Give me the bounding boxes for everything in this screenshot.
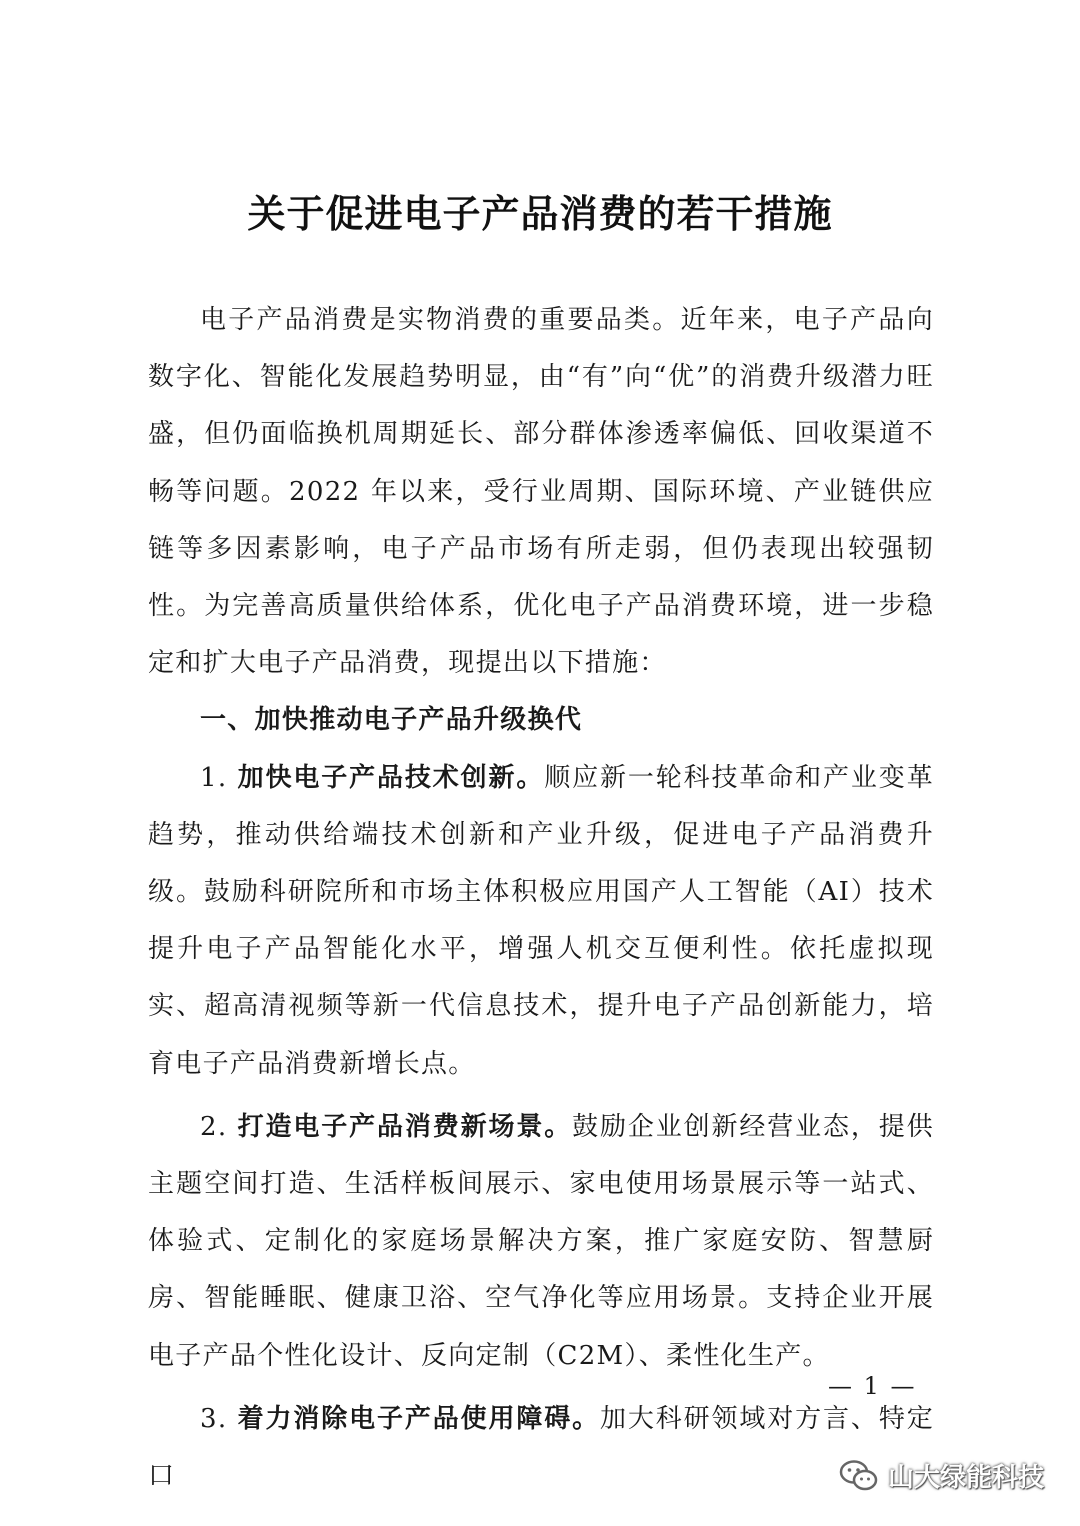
item-number: 1. xyxy=(200,762,238,793)
item-title: 打造电子产品消费新场景。 xyxy=(237,1111,573,1142)
item-number: 3. xyxy=(200,1403,238,1434)
page-number: — 1 — xyxy=(828,1372,917,1400)
measure-item-3 xyxy=(148,1391,934,1505)
watermark-text: 山大绿能科技 xyxy=(888,1463,1045,1493)
measure-item-1 xyxy=(148,750,934,1093)
item-text: 加大科研领域对方言、特定口 xyxy=(148,1403,934,1492)
section-heading: 一、加快推动电子产品升级换代 xyxy=(200,705,583,736)
document-body xyxy=(148,292,934,1505)
document-title: 关于促进电子产品消费的若干措施 xyxy=(247,192,833,236)
wechat-icon xyxy=(838,1458,880,1494)
item-number: 2. xyxy=(200,1111,238,1142)
measure-item-2 xyxy=(148,1099,934,1385)
item-text: 鼓励企业创新经营业态，提供主题空间打造、生活样板间展示、家电使用场景展示等一站式、体验式、定制化的家庭场景解决方案，推广家庭安防、智慧厨房、智能睡眠、健康卫浴、空气净化等应用场景。支持企业开展电子产品个性化设计、反向定制（C2M）、柔性化生产。 xyxy=(148,1111,934,1371)
item-text: 顺应新一轮科技革命和产业变革趋势，推动供给端技术创新和产业升级，促进电子产品消费升级。鼓励科研院所和市场主体积极应用国产人工智能（AI）技术提升电子产品智能化水平，增强人机交互便利性。依托虚拟现实、超高清视频等新一代信息技术，提升电子产品创新能力，培育电子产品消费新增长点。 xyxy=(148,762,934,1079)
item-title: 加快电子产品技术创新。 xyxy=(237,762,545,793)
item-title: 着力消除电子产品使用障碍。 xyxy=(237,1403,601,1434)
intro-paragraph: 电子产品消费是实物消费的重要品类。近年来，电子产品向数字化、智能化发展趋势明显，由“有”向“优”的消费升级潜力旺盛，但仍面临换机周期延长、部分群体渗透率偏低、回收渠道不畅等问题。2022 年以来，受行业周期、国际环境、产业链供应链等多因素影响，电子产品市场有所走弱，但仍表现出较强韧性。为完善高质量供给体系，优化电子产品消费环境，进一步稳定和扩大电子产品消费，现提出以下措施： xyxy=(148,305,934,679)
account-watermark xyxy=(838,1457,1044,1494)
